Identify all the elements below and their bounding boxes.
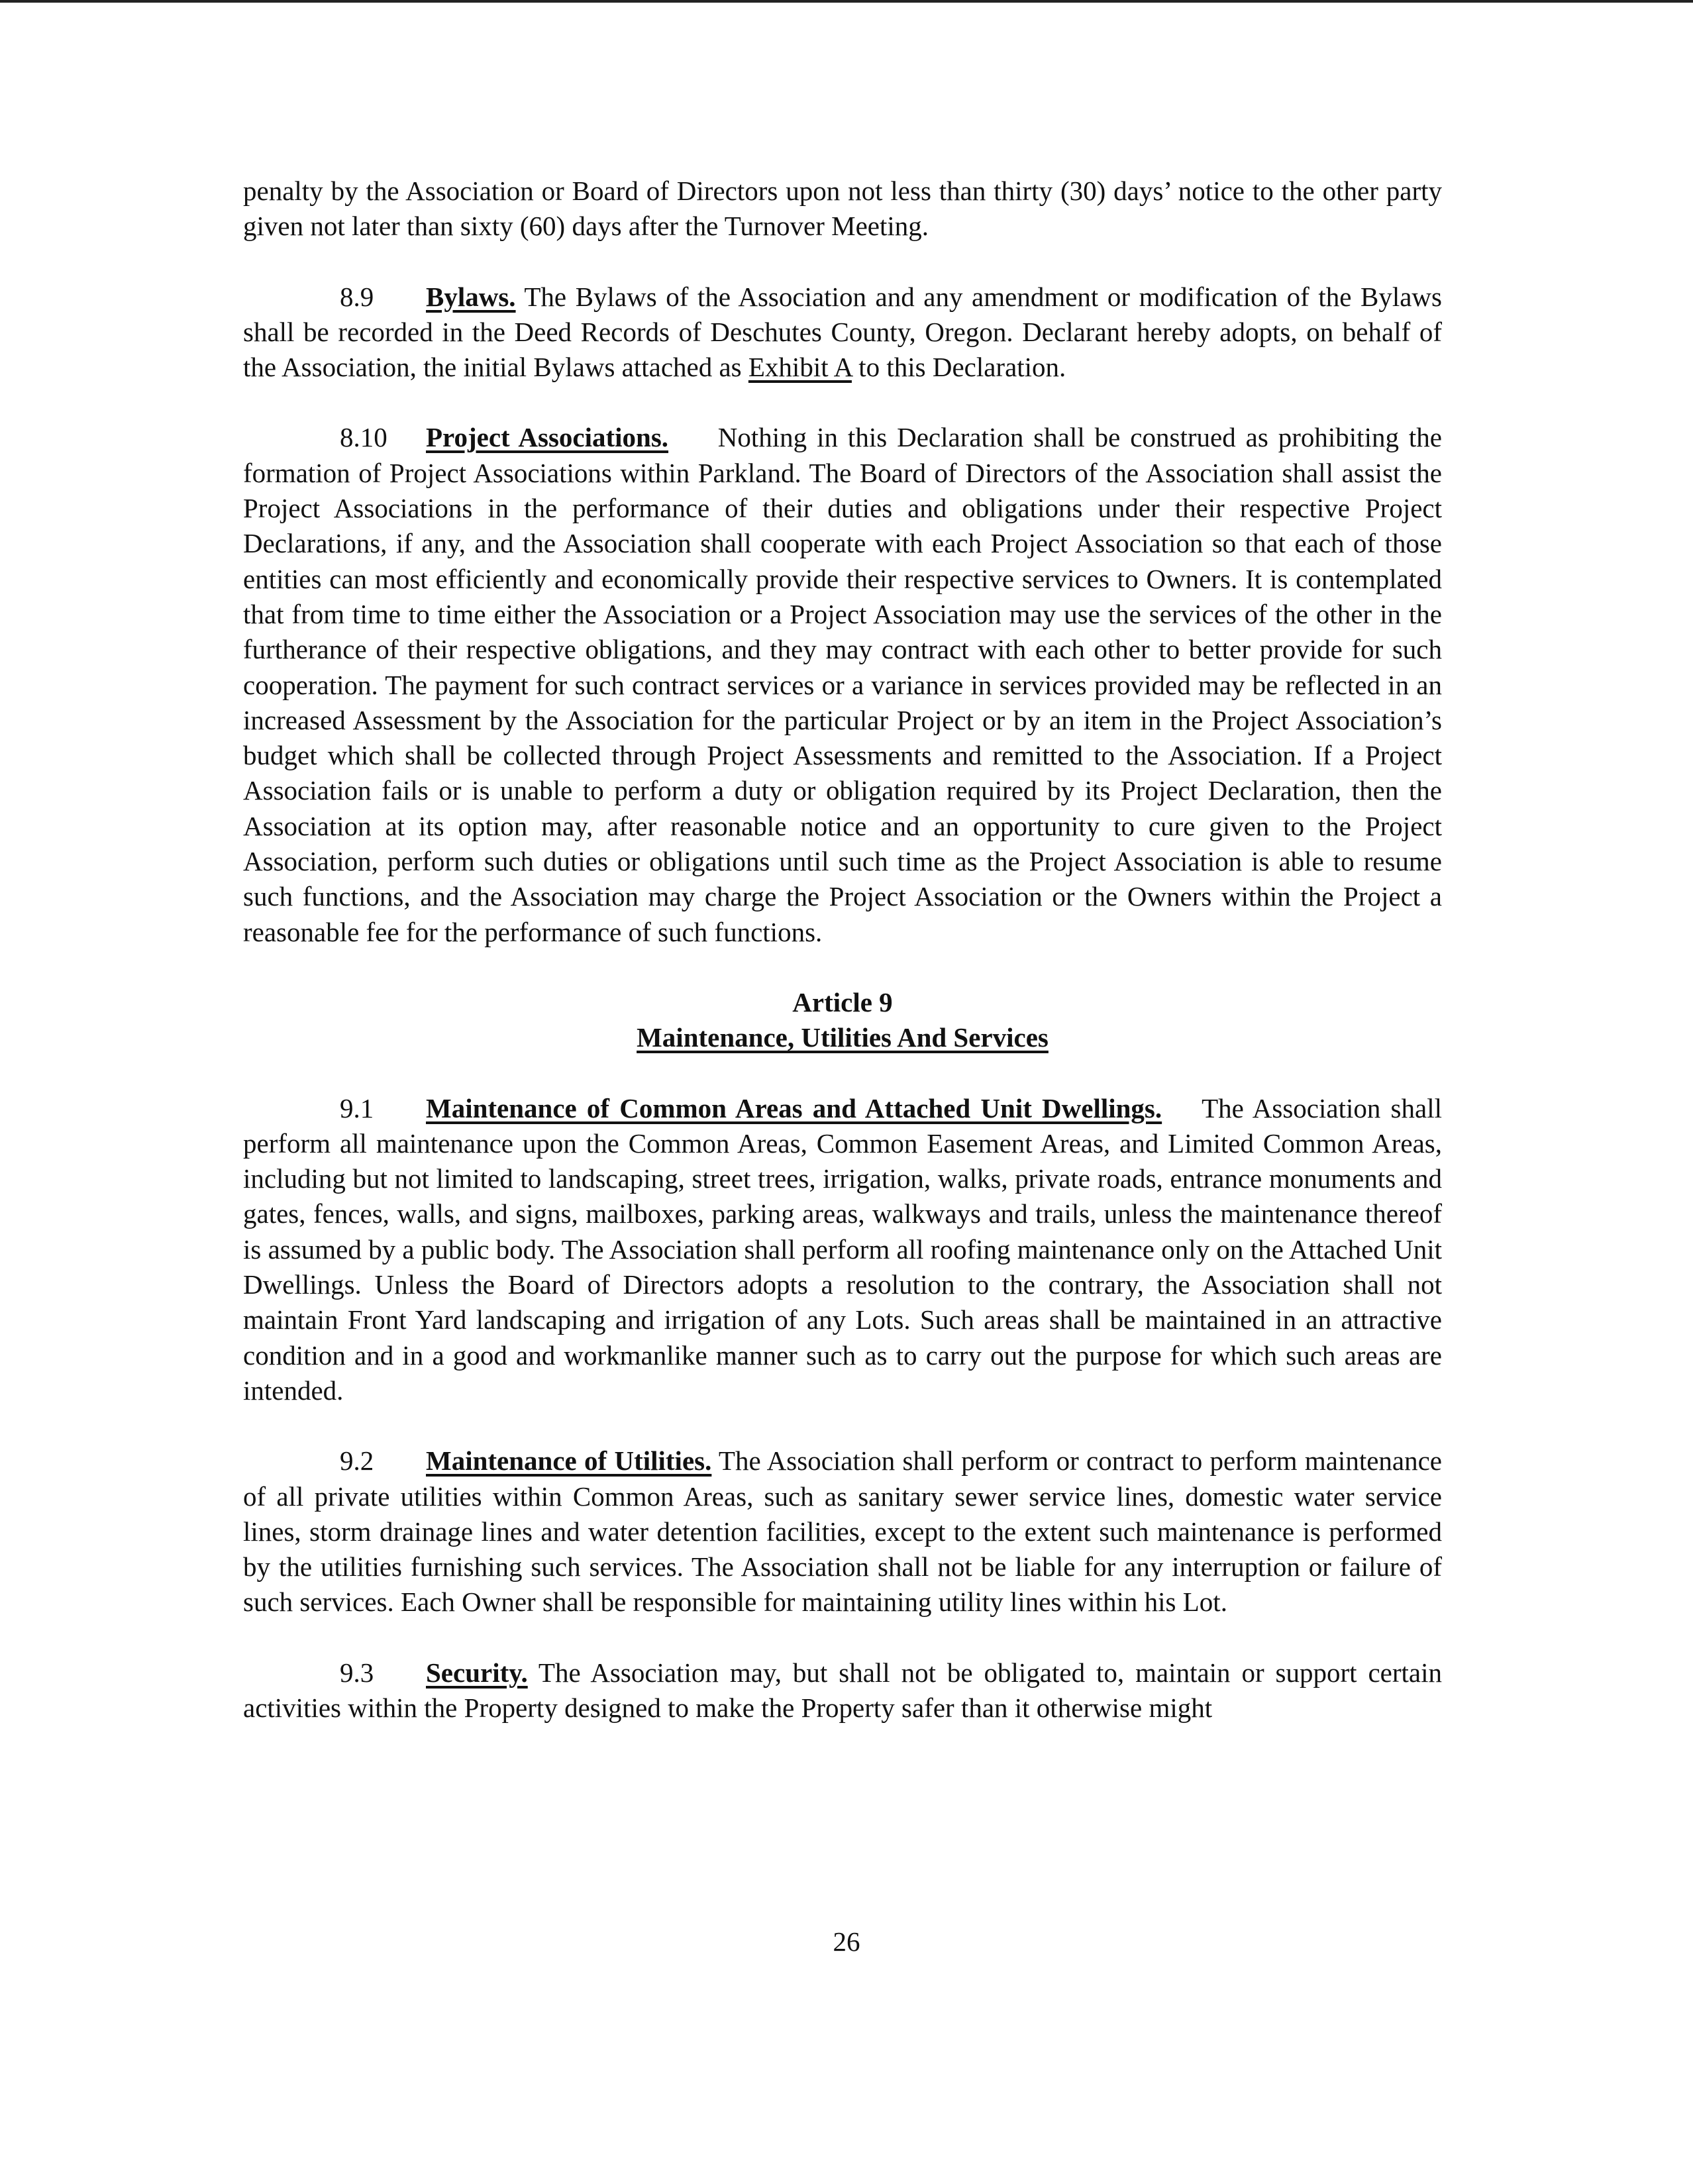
section-number: 8.9 [340,281,374,312]
section-heading: Maintenance of Common Areas and Attached Unit Dwellings. [426,1092,1162,1123]
section-heading: Security. [426,1657,528,1688]
section-8-9-paragraph [243,280,1442,386]
section-text: Nothing in this Declaration shall be construed as prohibiting the formation of Project Associations within Parkland. The Board of Directors of the Association shall assist the Project Associations in the performance of their duties and obligations under their respective Project Declarations, if any, and the Association shall cooperate with each Project Association so that each of those entities can most efficiently and economically provide their respective services to Owners. It is contemplated that from time to time either the Association or a Project Association may use the services of the other in the furtherance of their respective obligations, and they may contract with each other to better provide for such cooperation. The payment for such contract services or a variance in services provided may be reflected in an increased Assessment by the Association for the particular Project or by an item in the Project Association’s budget which shall be collected through Project Assessments and remitted to the Association. If a Project Association fails or is unable to perform a duty or obligation required by its Project Declaration, then the Association at its option may, after reasonable notice and an opportunity to cure given to the Project Association, perform such duties or obligations until such time as the Project Association is able to resume such functions, and the Association may charge the Project Association or the Owners within the Project a reasonable fee for the performance of such functions. [243,422,1442,947]
section-number: 9.1 [340,1092,374,1123]
continuation-paragraph: penalty by the Association or Board of Directors upon not less than thirty (30) days’ notice to the other party given not later than sixty (60) days after the Turnover Meeting. [243,176,1442,242]
section-text: The Bylaws of the Association and any amendment or modification of the Bylaws shall be recorded in the Deed Records of Deschutes County, Oregon. Declarant hereby adopts, on behalf of the Association, the initial Bylaws attached as [243,281,1442,383]
exhibit-a-reference: Exhibit A [748,352,852,383]
section-text: The Association shall perform or contract to perform maintenance of all private utilities within Common Areas, such as sanitary sewer service lines, domestic water service lines, storm drainage lines and water detention facilities, except to the extent such maintenance is performed by the utilities furnishing such services. The Association shall not be liable for any interruption or failure of such services. Each Owner shall be responsible for maintaining utility lines within his Lot. [243,1445,1443,1618]
article-label: Article 9 [792,986,893,1017]
article-title: Maintenance, Utilities And Services [637,1022,1049,1053]
section-heading: Project Associations. [426,422,669,453]
document-page [243,174,1442,1726]
section-number: 9.3 [340,1657,374,1688]
section-text: The Association shall perform all maintenance upon the Common Areas, Common Easement Areas, and Limited Common Areas, including but not limited to landscaping, street trees, irrigation, walks, private roads, entrance monuments and gates, fences, walls, and signs, mailboxes, parking areas, walkways and trails, unless the maintenance thereof is assumed by a public body. The Association shall perform all roofing maintenance only on the Attached Unit Dwellings. Unless the Board of Directors adopts a resolution to the contrary, the Association shall not maintain Front Yard landscaping and irrigation of any Lots. Such areas shall be maintained in an attractive condition and in a good and workmanlike manner such as to carry out the purpose for which such areas are intended. [243,1092,1442,1406]
section-9-2-paragraph [243,1443,1442,1620]
section-heading: Bylaws. [426,281,516,312]
section-text-end: to this Declaration. [858,352,1066,383]
section-number: 8.10 [340,422,387,453]
section-number: 9.2 [340,1445,374,1477]
top-edge-rule [0,0,1693,3]
section-9-1-paragraph [243,1091,1442,1409]
page-number: 26 [833,1926,860,1957]
section-8-10-paragraph [243,420,1442,949]
section-text: The Association may, but shall not be obligated to, maintain or support certain activities within the Property designed to make the Property safer than it otherwise might [243,1657,1442,1723]
section-9-3-paragraph [243,1655,1442,1726]
section-heading: Maintenance of Utilities. [426,1445,712,1477]
